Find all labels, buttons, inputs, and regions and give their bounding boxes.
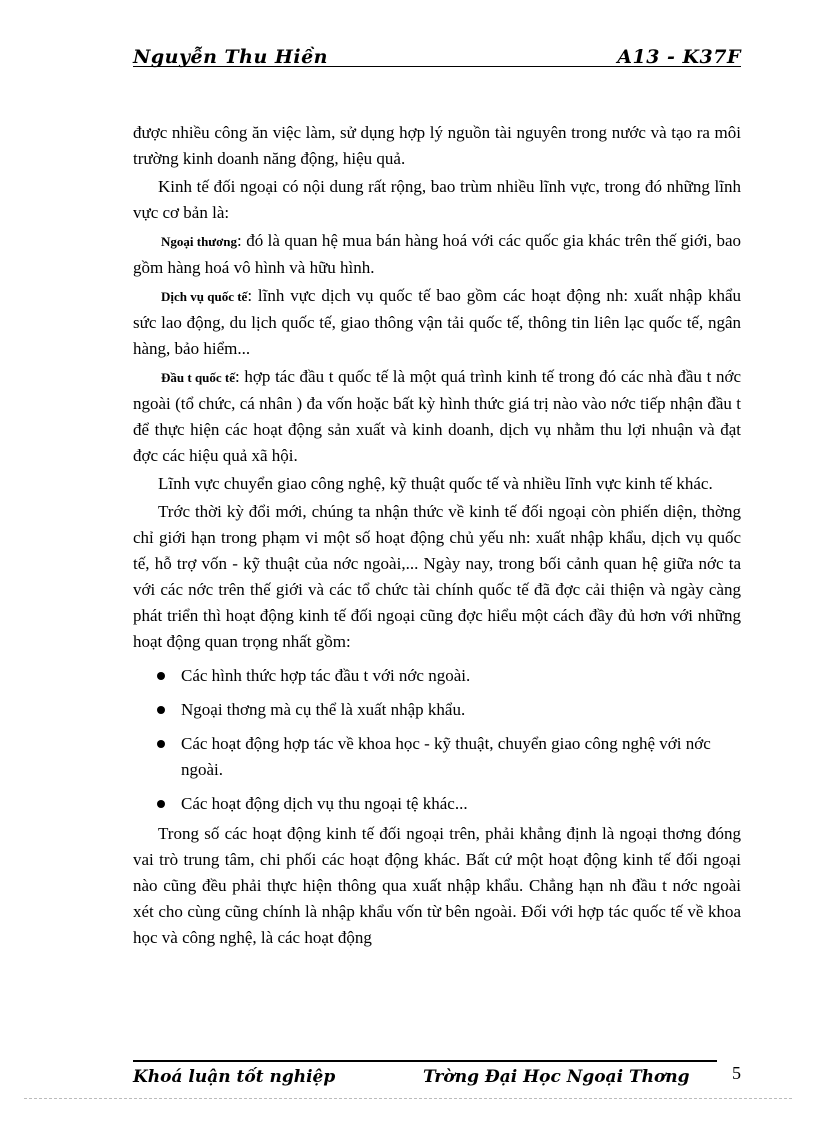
term-services-text: : lĩnh vực dịch vụ quốc tế bao gồm các hoạt động nh: xuất nhập khẩu sức lao động, du lịch quốc tế, giao thông vận tải quốc tế, thông tin liên lạc quốc tế, ngân hàng, bảo hiểm... [133, 286, 741, 358]
header-class-code: A13 - K37F [617, 46, 741, 68]
list-item [133, 731, 741, 783]
term-services: Dịch vụ quốc tế [161, 289, 248, 304]
page-number: 5 [732, 1063, 741, 1083]
term-trade-text: : đó là quan hệ mua bán hàng hoá với các quốc gia khác trên thế giới, bao gồm hàng hoá vô hình và hữu hình. [133, 231, 741, 277]
paragraph-2: Kinh tế đối ngoại có nội dung rất rộng, bao trùm nhiều lĩnh vực, trong đó những lĩnh vực cơ bản là: [133, 177, 741, 222]
header-rule [133, 66, 741, 67]
term-paragraph-services [133, 283, 741, 362]
bullet-icon [157, 800, 165, 808]
footer-university: Trờng Đại Học Ngoại Thơng [423, 1067, 690, 1087]
bullet-text: Ngoại thơng mà cụ thể là xuất nhập khẩu. [181, 700, 466, 719]
bullet-icon [157, 740, 165, 748]
page-boundary-divider [24, 1098, 792, 1099]
footer-thesis-label: Khoá luận tốt nghiệp [133, 1067, 336, 1087]
bullet-icon [157, 706, 165, 714]
term-investment: Đầu t quốc tế [161, 370, 236, 385]
bullet-text: Các hình thức hợp tác đầu t với nớc ngoài. [181, 666, 471, 685]
list-item [133, 791, 741, 817]
term-paragraph-investment [133, 364, 741, 469]
bullet-list [133, 663, 741, 817]
footer-rule [133, 1060, 717, 1062]
bullet-text: Các hoạt động hợp tác về khoa học - kỹ thuật, chuyển giao công nghệ với nớc ngoài. [181, 734, 711, 779]
term-trade: Ngoại thương [161, 234, 238, 249]
list-item [133, 697, 741, 723]
term-investment-text: : hợp tác đầu t quốc tế là một quá trình kinh tế trong đó các nhà đầu t nớc ngoài (tổ chức, cá nhân ) đa vốn hoặc bất kỳ hình thức giá trị nào vào nớc tiếp nhận đầu t để thực hiện các hoạt động sản xuất và kinh doanh, dịch vụ nhằm thu lợi nhuận và đạt đợc các hiệu quả xã hội. [133, 367, 741, 465]
paragraph-4: Trớc thời kỳ đổi mới, chúng ta nhận thức về kinh tế đối ngoại còn phiến diện, thờng chỉ giới hạn trong phạm vi một số hoạt động chủ yếu nh: xuất nhập khẩu, dịch vụ quốc tế, hỗ trợ vốn - kỹ thuật của nớc ngoài,... Ngày nay, trong bối cảnh quan hệ giữa nớc ta với các nớc trên thế giới và các tổ chức tài chính quốc tế đã đợc cải thiện và ngày càng phát triển thì hoạt động kinh tế đối ngoại cũng đợc hiểu một cách đầy đủ hơn với những hoạt động quan trọng nhất gồm: [133, 502, 741, 651]
bullet-text: Các hoạt động dịch vụ thu ngoại tệ khác... [181, 794, 468, 813]
term-paragraph-trade [133, 228, 741, 281]
paragraph-1: được nhiều công ăn việc làm, sử dụng hợp lý nguồn tài nguyên trong nước và tạo ra môi trường kinh doanh năng động, hiệu quả. [133, 123, 741, 168]
document-body [133, 120, 741, 953]
bullet-icon [157, 672, 165, 680]
paragraph-5: Trong số các hoạt động kinh tế đối ngoại trên, phải khẳng định là ngoại thơng đóng vai trò trung tâm, chi phối các hoạt động khác. Bất cứ một hoạt động kinh tế đối ngoại nào cũng đều phải thực hiện thông qua xuất nhập khẩu. Chẳng hạn nh đầu t nớc ngoài xét cho cùng cũng chính là nhập khẩu vốn từ bên ngoài. Đối với hợp tác quốc tế về khoa học và công nghệ, là các hoạt động [133, 824, 741, 947]
page-header [133, 46, 741, 68]
header-author: Nguyễn Thu Hiền [133, 46, 328, 68]
paragraph-3: Lĩnh vực chuyển giao công nghệ, kỹ thuật quốc tế và nhiều lĩnh vực kinh tế khác. [158, 474, 713, 493]
list-item [133, 663, 741, 689]
page-footer [133, 1063, 741, 1091]
